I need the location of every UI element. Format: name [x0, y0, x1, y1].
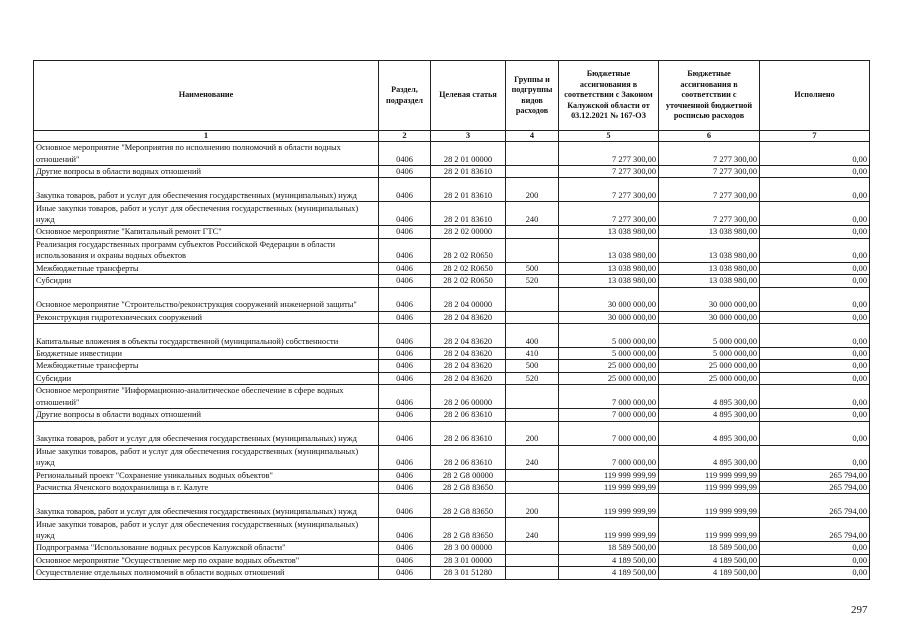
cell-group [506, 567, 559, 579]
cell-section: 0406 [379, 385, 431, 409]
cell-budget-refined: 4 189 500,00 [659, 567, 760, 579]
table-row [34, 554, 870, 566]
cell-group [506, 142, 559, 166]
cell-name: Подпрограмма "Использование водных ресурсов Калужской области" [34, 542, 379, 554]
cell-target: 28 2 G8 83650 [431, 494, 506, 518]
cell-section: 0406 [379, 348, 431, 360]
cell-name: Основное мероприятие "Информационно-аналитическое обеспечение в сфере водных отношений" [34, 385, 379, 409]
cell-budget-refined: 4 895 300,00 [659, 409, 760, 421]
cell-executed: 265 794,00 [760, 518, 870, 542]
table-row [34, 518, 870, 542]
cell-target: 28 2 02 00000 [431, 226, 506, 238]
cell-budget-law: 7 000 000,00 [559, 385, 659, 409]
cell-section: 0406 [379, 518, 431, 542]
header-target: Целевая статья [431, 61, 506, 131]
cell-budget-law: 13 038 980,00 [559, 226, 659, 238]
cell-name: Иные закупки товаров, работ и услуг для обеспечения государственных (муниципальных) нужд [34, 518, 379, 542]
cell-budget-law: 5 000 000,00 [559, 348, 659, 360]
cell-executed: 0,00 [760, 238, 870, 262]
cell-name: Закупка товаров, работ и услуг для обеспечения государственных (муниципальных) нужд [34, 421, 379, 445]
cell-executed: 0,00 [760, 409, 870, 421]
cell-target: 28 3 01 51280 [431, 567, 506, 579]
cell-executed: 265 794,00 [760, 494, 870, 518]
cell-budget-law: 30 000 000,00 [559, 287, 659, 311]
cell-executed: 0,00 [760, 542, 870, 554]
cell-budget-law: 30 000 000,00 [559, 311, 659, 323]
cell-name: Иные закупки товаров, работ и услуг для обеспечения государственных (муниципальных) нужд [34, 202, 379, 226]
cell-budget-law: 119 999 999,99 [559, 469, 659, 481]
cell-executed: 0,00 [760, 554, 870, 566]
table-row [34, 226, 870, 238]
table-row [34, 494, 870, 518]
cell-name: Реконструкция гидротехнических сооружений [34, 311, 379, 323]
cell-name: Закупка товаров, работ и услуг для обеспечения государственных (муниципальных) нужд [34, 494, 379, 518]
cell-section: 0406 [379, 421, 431, 445]
header-budget-law: Бюджетные ассигнования в соответствии с Законом Калужской области от 03.12.2021 № 167-ОЗ [559, 61, 659, 131]
cell-budget-law: 7 000 000,00 [559, 409, 659, 421]
table-row [34, 238, 870, 262]
table-row [34, 275, 870, 287]
cell-target: 28 2 02 R0650 [431, 275, 506, 287]
cell-name: Другие вопросы в области водных отношений [34, 409, 379, 421]
table-row [34, 166, 870, 178]
column-number: 1 [34, 131, 379, 142]
cell-executed: 0,00 [760, 324, 870, 348]
cell-executed: 0,00 [760, 311, 870, 323]
cell-executed: 0,00 [760, 166, 870, 178]
cell-executed: 0,00 [760, 360, 870, 372]
cell-section: 0406 [379, 554, 431, 566]
cell-section: 0406 [379, 482, 431, 494]
table-row [34, 482, 870, 494]
cell-section: 0406 [379, 372, 431, 384]
cell-name: Иные закупки товаров, работ и услуг для обеспечения государственных (муниципальных) нужд [34, 445, 379, 469]
cell-budget-refined: 4 189 500,00 [659, 554, 760, 566]
cell-name: Бюджетные инвестиции [34, 348, 379, 360]
cell-budget-law: 5 000 000,00 [559, 324, 659, 348]
table-row [34, 178, 870, 202]
cell-name: Капитальные вложения в объекты государственной (муниципальной) собственности [34, 324, 379, 348]
cell-target: 28 2 06 00000 [431, 385, 506, 409]
cell-target: 28 2 04 83620 [431, 324, 506, 348]
table-row [34, 360, 870, 372]
cell-group [506, 238, 559, 262]
cell-executed: 0,00 [760, 445, 870, 469]
cell-budget-law: 18 589 500,00 [559, 542, 659, 554]
cell-section: 0406 [379, 202, 431, 226]
header-row [34, 61, 870, 131]
cell-budget-law: 7 000 000,00 [559, 421, 659, 445]
cell-group [506, 542, 559, 554]
cell-target: 28 2 01 83610 [431, 202, 506, 226]
table-row [34, 421, 870, 445]
cell-budget-refined: 4 895 300,00 [659, 385, 760, 409]
cell-section: 0406 [379, 287, 431, 311]
cell-target: 28 2 06 83610 [431, 421, 506, 445]
column-number: 6 [659, 131, 760, 142]
cell-section: 0406 [379, 311, 431, 323]
cell-budget-law: 7 277 300,00 [559, 142, 659, 166]
cell-group [506, 166, 559, 178]
column-number: 5 [559, 131, 659, 142]
cell-budget-refined: 30 000 000,00 [659, 287, 760, 311]
cell-name: Межбюджетные трансферты [34, 262, 379, 274]
cell-group [506, 311, 559, 323]
cell-target: 28 2 G8 00000 [431, 469, 506, 481]
cell-executed: 0,00 [760, 226, 870, 238]
cell-budget-law: 119 999 999,99 [559, 494, 659, 518]
cell-name: Межбюджетные трансферты [34, 360, 379, 372]
cell-target: 28 2 04 00000 [431, 287, 506, 311]
column-number: 4 [506, 131, 559, 142]
cell-target: 28 2 G8 83650 [431, 518, 506, 542]
cell-executed: 0,00 [760, 275, 870, 287]
table-body [34, 142, 870, 580]
cell-budget-refined: 5 000 000,00 [659, 324, 760, 348]
cell-budget-refined: 25 000 000,00 [659, 372, 760, 384]
cell-budget-law: 7 277 300,00 [559, 178, 659, 202]
cell-section: 0406 [379, 360, 431, 372]
cell-section: 0406 [379, 445, 431, 469]
cell-budget-refined: 119 999 999,99 [659, 494, 760, 518]
column-number: 3 [431, 131, 506, 142]
cell-target: 28 2 06 83610 [431, 409, 506, 421]
cell-name: Реализация государственных программ субъектов Российской Федерации в области использования и охраны водных объектов [34, 238, 379, 262]
cell-section: 0406 [379, 178, 431, 202]
cell-name: Субсидии [34, 372, 379, 384]
cell-target: 28 2 02 R0650 [431, 238, 506, 262]
cell-target: 28 3 01 00000 [431, 554, 506, 566]
cell-budget-law: 25 000 000,00 [559, 360, 659, 372]
column-number: 7 [760, 131, 870, 142]
cell-executed: 0,00 [760, 262, 870, 274]
cell-budget-refined: 13 038 980,00 [659, 226, 760, 238]
cell-target: 28 2 06 83610 [431, 445, 506, 469]
cell-target: 28 3 00 00000 [431, 542, 506, 554]
cell-name: Основное мероприятие "Капитальный ремонт ГТС" [34, 226, 379, 238]
cell-budget-refined: 4 895 300,00 [659, 445, 760, 469]
cell-group: 410 [506, 348, 559, 360]
header-name: Наименование [34, 61, 379, 131]
table-row [34, 372, 870, 384]
cell-budget-refined: 30 000 000,00 [659, 311, 760, 323]
cell-target: 28 2 G8 83650 [431, 482, 506, 494]
cell-group [506, 226, 559, 238]
table-row [34, 348, 870, 360]
header-section: Раздел, подраздел [379, 61, 431, 131]
cell-section: 0406 [379, 166, 431, 178]
cell-budget-law: 7 277 300,00 [559, 202, 659, 226]
cell-group: 240 [506, 518, 559, 542]
cell-target: 28 2 04 83620 [431, 372, 506, 384]
cell-name: Основное мероприятие "Строительство/реконструкция сооружений инженерной защиты" [34, 287, 379, 311]
cell-name: Расчистка Яченского водохранилища в г. Калуге [34, 482, 379, 494]
cell-budget-law: 7 277 300,00 [559, 166, 659, 178]
cell-executed: 0,00 [760, 567, 870, 579]
header-groups: Группы и подгруппы видов расходов [506, 61, 559, 131]
cell-budget-refined: 7 277 300,00 [659, 178, 760, 202]
budget-table-container [33, 60, 869, 580]
cell-target: 28 2 04 83620 [431, 311, 506, 323]
cell-budget-law: 13 038 980,00 [559, 238, 659, 262]
cell-group [506, 469, 559, 481]
cell-name: Основное мероприятие "Мероприятия по исполнению полномочий в области водных отношений" [34, 142, 379, 166]
cell-executed: 0,00 [760, 348, 870, 360]
cell-budget-refined: 25 000 000,00 [659, 360, 760, 372]
cell-budget-law: 4 189 500,00 [559, 567, 659, 579]
column-number: 2 [379, 131, 431, 142]
cell-executed: 0,00 [760, 287, 870, 311]
cell-budget-refined: 7 277 300,00 [659, 166, 760, 178]
cell-target: 28 2 01 00000 [431, 142, 506, 166]
cell-executed: 0,00 [760, 178, 870, 202]
table-row [34, 469, 870, 481]
cell-budget-law: 25 000 000,00 [559, 372, 659, 384]
cell-group: 240 [506, 445, 559, 469]
table-row [34, 385, 870, 409]
cell-budget-refined: 13 038 980,00 [659, 262, 760, 274]
header-executed: Исполнено [760, 61, 870, 131]
cell-budget-law: 119 999 999,99 [559, 482, 659, 494]
cell-name: Региональный проект "Сохранение уникальных водных объектов" [34, 469, 379, 481]
budget-table [33, 60, 870, 580]
cell-target: 28 2 04 83620 [431, 360, 506, 372]
cell-group: 500 [506, 262, 559, 274]
cell-budget-law: 7 000 000,00 [559, 445, 659, 469]
cell-group: 200 [506, 494, 559, 518]
cell-name: Основное мероприятие "Осуществление мер по охране водных объектов" [34, 554, 379, 566]
table-row [34, 324, 870, 348]
table-row [34, 445, 870, 469]
header-budget-refined: Бюджетные ассигнования в соответствии с уточненной бюджетной росписью расходов [659, 61, 760, 131]
cell-executed: 265 794,00 [760, 469, 870, 481]
cell-target: 28 2 04 83620 [431, 348, 506, 360]
table-row [34, 142, 870, 166]
cell-name: Другие вопросы в области водных отношений [34, 166, 379, 178]
cell-group: 200 [506, 178, 559, 202]
cell-budget-law: 13 038 980,00 [559, 275, 659, 287]
cell-section: 0406 [379, 262, 431, 274]
cell-budget-law: 119 999 999,99 [559, 518, 659, 542]
cell-group [506, 482, 559, 494]
cell-target: 28 2 01 83610 [431, 166, 506, 178]
cell-budget-refined: 7 277 300,00 [659, 202, 760, 226]
cell-group [506, 287, 559, 311]
cell-budget-law: 13 038 980,00 [559, 262, 659, 274]
cell-group [506, 385, 559, 409]
cell-budget-refined: 13 038 980,00 [659, 275, 760, 287]
cell-section: 0406 [379, 142, 431, 166]
cell-section: 0406 [379, 494, 431, 518]
cell-executed: 0,00 [760, 142, 870, 166]
cell-executed: 0,00 [760, 372, 870, 384]
cell-budget-refined: 119 999 999,99 [659, 518, 760, 542]
cell-budget-refined: 119 999 999,99 [659, 482, 760, 494]
table-row [34, 262, 870, 274]
table-row [34, 287, 870, 311]
table-row [34, 409, 870, 421]
cell-group [506, 409, 559, 421]
cell-executed: 0,00 [760, 202, 870, 226]
table-row [34, 567, 870, 579]
table-row [34, 542, 870, 554]
table-row [34, 311, 870, 323]
cell-group: 240 [506, 202, 559, 226]
cell-target: 28 2 02 R0650 [431, 262, 506, 274]
cell-section: 0406 [379, 275, 431, 287]
cell-budget-refined: 13 038 980,00 [659, 238, 760, 262]
cell-section: 0406 [379, 409, 431, 421]
cell-executed: 265 794,00 [760, 482, 870, 494]
cell-group: 400 [506, 324, 559, 348]
cell-group: 520 [506, 275, 559, 287]
cell-section: 0406 [379, 226, 431, 238]
cell-section: 0406 [379, 469, 431, 481]
cell-name: Закупка товаров, работ и услуг для обеспечения государственных (муниципальных) нужд [34, 178, 379, 202]
cell-budget-refined: 119 999 999,99 [659, 469, 760, 481]
page-number: 297 [851, 604, 868, 616]
cell-budget-law: 4 189 500,00 [559, 554, 659, 566]
cell-executed: 0,00 [760, 421, 870, 445]
cell-budget-refined: 18 589 500,00 [659, 542, 760, 554]
cell-name: Субсидии [34, 275, 379, 287]
cell-section: 0406 [379, 542, 431, 554]
cell-group: 520 [506, 372, 559, 384]
cell-target: 28 2 01 83610 [431, 178, 506, 202]
cell-group: 200 [506, 421, 559, 445]
table-row [34, 202, 870, 226]
cell-section: 0406 [379, 324, 431, 348]
cell-group: 500 [506, 360, 559, 372]
cell-executed: 0,00 [760, 385, 870, 409]
cell-budget-refined: 7 277 300,00 [659, 142, 760, 166]
cell-section: 0406 [379, 238, 431, 262]
cell-section: 0406 [379, 567, 431, 579]
cell-budget-refined: 5 000 000,00 [659, 348, 760, 360]
column-number-row [34, 131, 870, 142]
cell-name: Осуществление отдельных полномочий в области водных отношений [34, 567, 379, 579]
cell-group [506, 554, 559, 566]
cell-budget-refined: 4 895 300,00 [659, 421, 760, 445]
